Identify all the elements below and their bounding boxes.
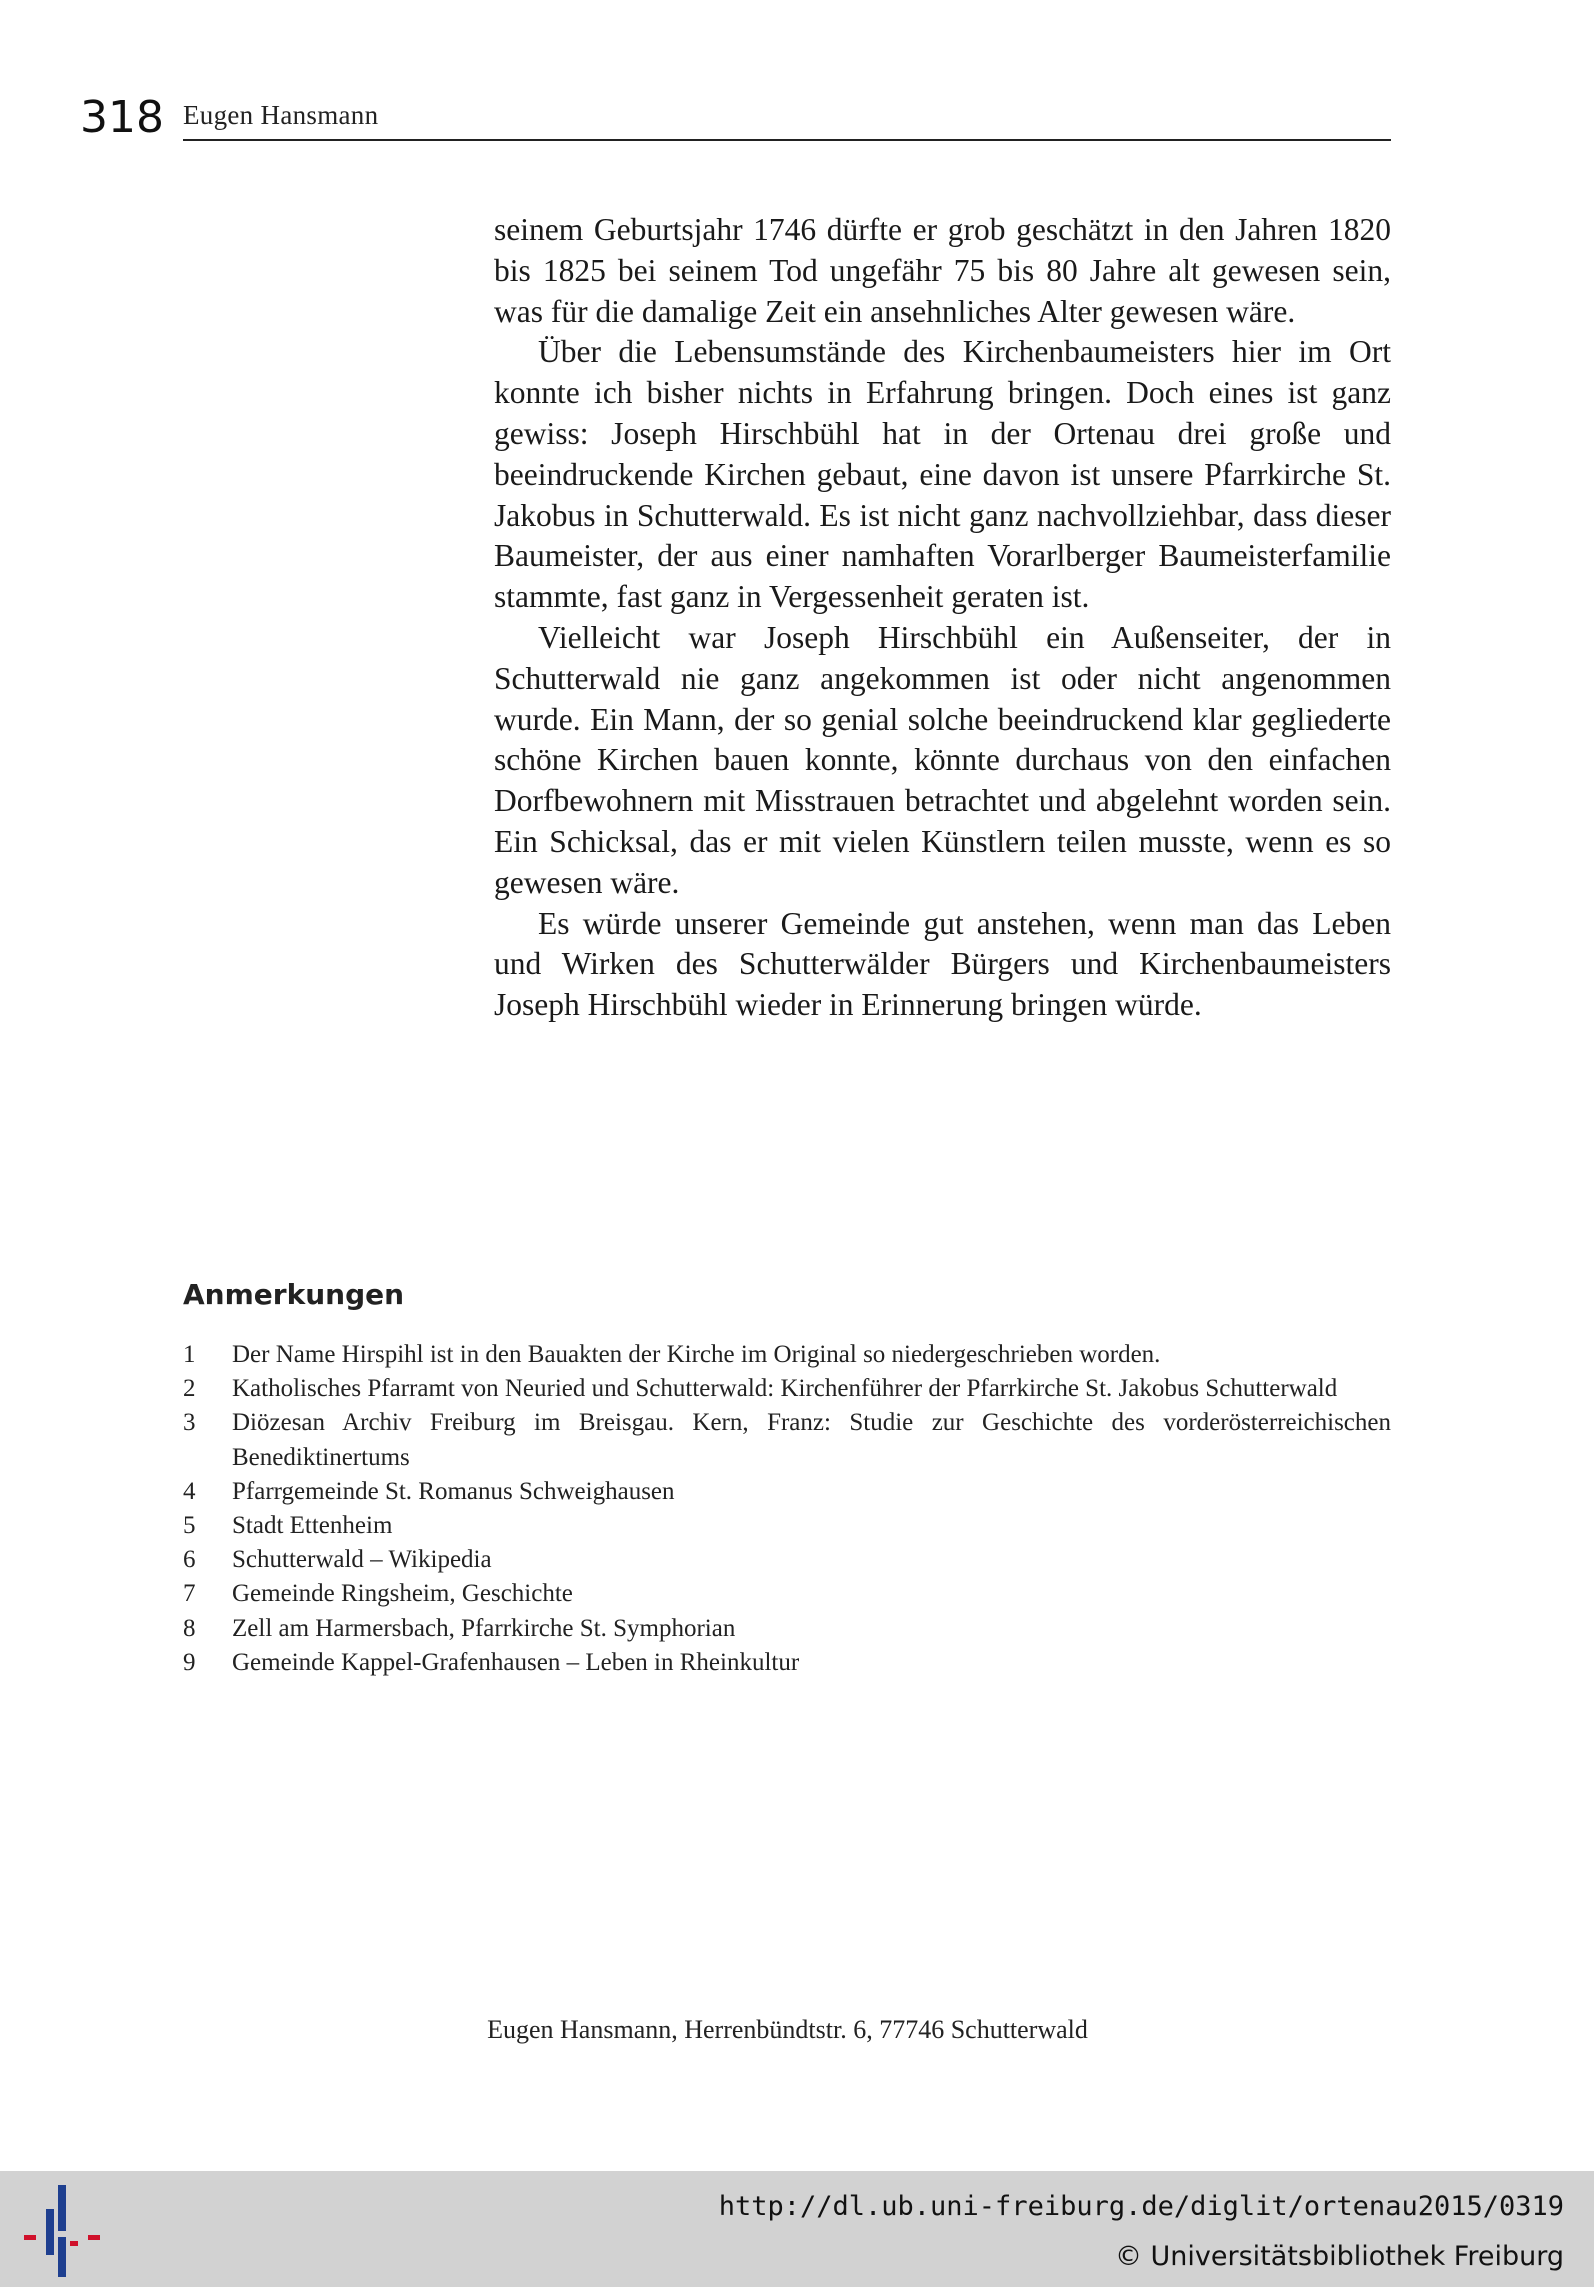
note-number: 2 <box>183 1375 196 1403</box>
body-paragraph: Es würde unserer Gemeinde gut anstehen, wenn man das Leben und Wirken des Schutterwälder Bürgers und Kirchenbaumeisters Joseph Hirschbühl wieder in Erinnerung bringen würde. <box>494 905 1391 1023</box>
note-text: Zell am Harmersbach, Pfarrkirche St. Symphorian <box>232 1614 736 1642</box>
header-rule <box>183 139 1391 141</box>
body-paragraph: Über die Lebensumstände des Kirchenbaumeisters hier im Ort konnte ich bisher nichts in Erfahrung bringen. Doch eines ist ganz gewiss: Joseph Hirschbühl hat in der Ortenau drei große und beeindruckende Kirchen gebaut, eine davon ist unsere Pfarrkirche St. Jakobus in Schutterwald. Es ist nicht ganz nachvollziehbar, dass dieser Baumeister, der aus einer namhaften Vorarlberger Baumeisterfamilie stammte, fast ganz in Vergessenheit geraten ist. <box>494 334 1391 615</box>
note-item <box>183 1543 1391 1577</box>
note-text: Katholisches Pfarramt von Neuried und Schutterwald: Kirchenführer der Pfarrkirche St. Jakobus Schutterwald <box>232 1375 1338 1403</box>
note-number: 9 <box>183 1648 196 1676</box>
note-text: Pfarrgemeinde St. Romanus Schweighausen <box>232 1477 675 1505</box>
footer-bar <box>0 2171 1594 2287</box>
body-text <box>494 210 1391 1026</box>
body-paragraph: Vielleicht war Joseph Hirschbühl ein Außenseiter, der in Schutterwald nie ganz angekommen ist oder nicht angenommen wurde. Ein Mann, der so genial solche beeindruckend klar gegliederte schöne Kirchen bauen konnte, könnte durchaus von den einfachen Dorfbewohnern mit Misstrauen betrachtet und abgelehnt worden sein. Ein Schicksal, das er mit vielen Künstlern teilen musste, wenn es so gewesen wäre. <box>494 619 1391 900</box>
running-head: Eugen Hansmann <box>183 100 379 130</box>
note-number: 7 <box>183 1580 196 1608</box>
note-text: Stadt Ettenheim <box>232 1512 393 1540</box>
note-number: 4 <box>183 1477 196 1505</box>
note-item <box>183 1406 1391 1474</box>
notes-heading: Anmerkungen <box>183 1278 405 1311</box>
note-item <box>183 1612 1391 1646</box>
note-item <box>183 1509 1391 1543</box>
note-item <box>183 1338 1391 1372</box>
note-item <box>183 1577 1391 1611</box>
library-logo-icon <box>22 2185 102 2277</box>
body-paragraph: seinem Geburtsjahr 1746 dürfte er grob geschätzt in den Jahren 1820 bis 1825 bei seinem Tod ungefähr 75 bis 80 Jahre alt gewesen sein, was für die damalige Zeit ein ansehnliches Alter gewesen wäre. <box>494 212 1391 329</box>
note-text: Gemeinde Ringsheim, Geschichte <box>232 1580 573 1608</box>
note-number: 6 <box>183 1546 196 1574</box>
note-number: 3 <box>183 1409 196 1437</box>
note-text: Schutterwald – Wikipedia <box>232 1546 492 1574</box>
note-number: 1 <box>183 1341 196 1368</box>
footer-copyright: © Universitätsbibliothek Freiburg <box>1114 2241 1564 2272</box>
page-number: 318 <box>80 92 164 143</box>
note-text: Diözesan Archiv Freiburg im Breisgau. Kern, Franz: Studie zur Geschichte des vorderösterreichischen Benediktinertums <box>232 1409 1391 1471</box>
note-item <box>183 1475 1391 1509</box>
note-number: 5 <box>183 1512 196 1540</box>
notes-list <box>183 1338 1391 1680</box>
footer-url-link[interactable]: http://dl.ub.uni-freiburg.de/diglit/ortenau2015/0319 <box>718 2191 1564 2222</box>
note-number: 8 <box>183 1614 196 1642</box>
note-item <box>183 1372 1391 1406</box>
note-item <box>183 1646 1391 1680</box>
note-text: Der Name Hirspihl ist in den Bauakten der Kirche im Original so niedergeschrieben worden. <box>232 1341 1161 1368</box>
author-address: Eugen Hansmann, Herrenbündtstr. 6, 77746 Schutterwald <box>487 2015 1088 2044</box>
note-text: Gemeinde Kappel-Grafenhausen – Leben in Rheinkultur <box>232 1648 800 1676</box>
